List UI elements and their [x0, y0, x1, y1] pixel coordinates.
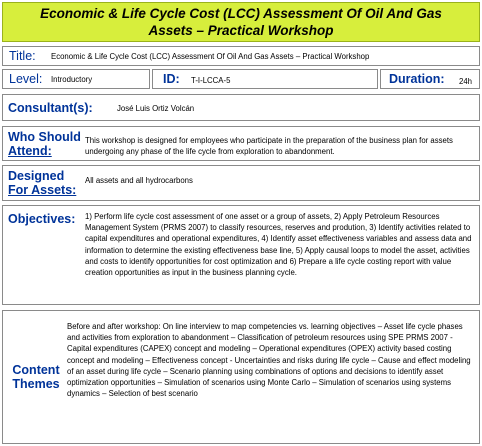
who-should-attend-label-line-2: Attend: — [8, 144, 52, 158]
document-title-line-1: Economic & Life Cycle Cost (LCC) Assessment Of Oil And Gas — [40, 6, 442, 21]
title-row — [2, 46, 480, 66]
designed-for-assets-row — [2, 165, 480, 201]
designed-for-assets-label-line-2: For Assets: — [8, 183, 77, 197]
document-title — [40, 5, 442, 39]
objectives-row — [2, 205, 480, 305]
document-title-line-2: Assets – Practical Workshop — [148, 23, 334, 38]
duration-label: Duration: — [389, 72, 445, 86]
designed-for-assets-label-line-1: Designed — [8, 169, 65, 183]
who-should-attend-label-line-1: Who Should — [8, 130, 81, 144]
id-label: ID: — [163, 72, 180, 86]
who-should-attend-row — [2, 126, 480, 161]
duration-value: 24h — [459, 77, 473, 86]
objectives-label: Objectives: — [8, 212, 76, 226]
content-themes-label-line-2: Themes — [12, 377, 60, 391]
content-themes-label-line-1: Content — [12, 363, 60, 377]
title-label: Title: — [9, 49, 36, 63]
header-banner — [2, 2, 480, 42]
objectives-text: 1) Perform life cycle cost assessment of one asset or a group of assets, 2) Apply Petroleum Resources Management System (PRMS 2007) to classify resources, reserves and prodution, 3) Identify activities related to capital expenditures and operational expenditures, 4) Identify asset effectiveness variables and assess data and information to determine the existing effectiveness base line, 5) Apply causal loops to model the asset, activities and costs to identify opportunities for cost optimization and 6) Prepare a life cycle costing report with value creation opportunities as input in the business planning cycle. — [85, 212, 472, 278]
id-box — [152, 69, 378, 89]
level-box — [2, 69, 150, 89]
consultants-value: José Luis Ortiz Volcán — [117, 104, 195, 113]
level-label: Level: — [9, 72, 43, 86]
id-value: T-I-LCCA-5 — [191, 76, 231, 85]
duration-box — [380, 69, 480, 89]
content-themes-text: Before and after workshop: On line interview to map competencies vs. learning objectives – Asset life cycle phases and activities from exploration to abandonment – Classification of petroleum resources using SPE PRMS 2007 - Capital expenditures (CAPEX) concept and modeling – Operational expenditures (OPEX) activity based costing concept and modeling – Effectiveness concept - Uncertainties and risks during life cycle – Cause and effect modeling of an asset during life cycle – Scenario planning using combinations of options and decisions to identify asset optimization opportunities – Simulation of scenarios using Monte Carlo – Simulation of scenarios using systems dynamics – Selection of best scenario — [67, 322, 471, 399]
consultants-label: Consultant(s): — [8, 101, 93, 115]
designed-for-assets-label — [8, 169, 76, 197]
level-value: Introductory — [51, 75, 93, 84]
who-should-attend-label — [8, 130, 81, 158]
content-themes-row — [2, 310, 480, 444]
who-should-attend-text: This workshop is designed for employees who participate in the preparation of the business plan for assets undergoing any phase of the life cycle from exploration to abandonment. — [85, 136, 453, 157]
content-themes-label — [8, 363, 64, 391]
consultants-row — [2, 94, 480, 121]
designed-for-assets-text: All assets and all hydrocarbons — [85, 176, 193, 185]
title-value: Economic & Life Cycle Cost (LCC) Assessment Of Oil And Gas Assets – Practical Workshop — [51, 52, 370, 61]
